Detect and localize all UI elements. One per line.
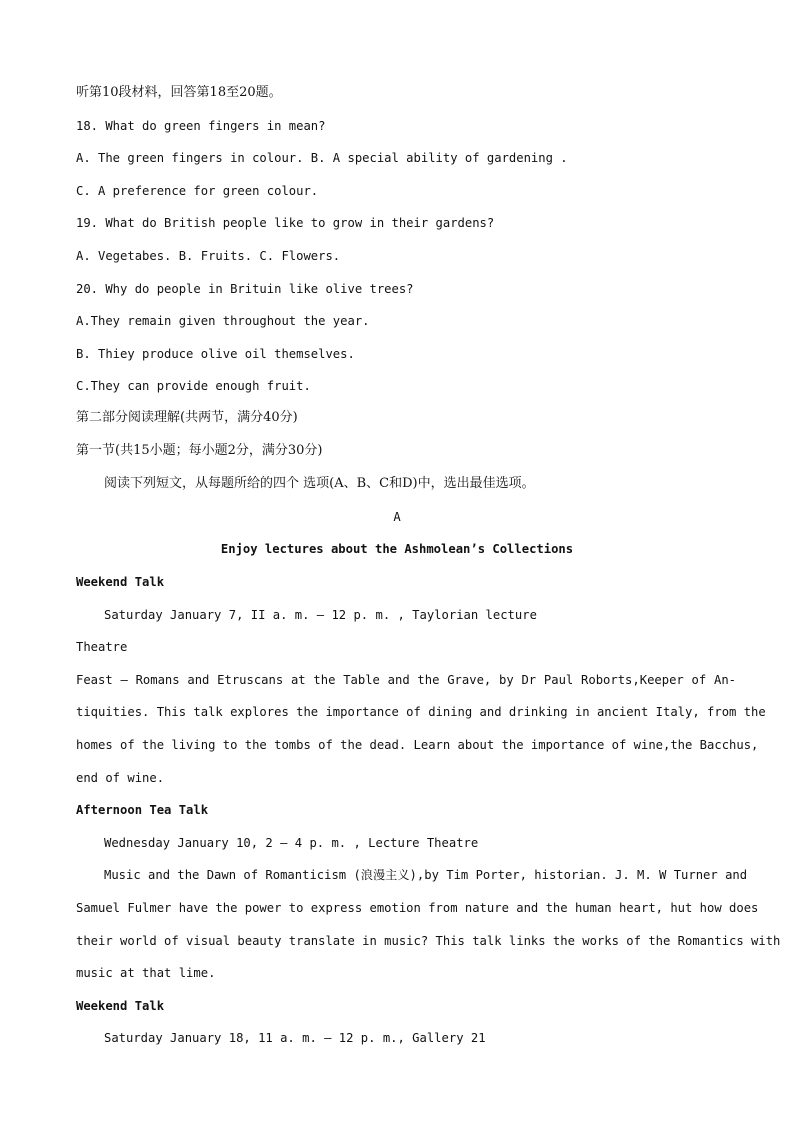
question-20-option-c: C.They can provide enough fruit.: [76, 379, 311, 393]
talk-1-venue: Theatre: [76, 640, 128, 654]
talk-2-body-line: Samuel Fulmer have the power to express emotion from nature and the human heart, hut how does: [76, 901, 759, 915]
question-20-option-b: B. Thiey produce olive oil themselves.: [76, 347, 355, 361]
question-18: 18. What do green fingers in mean?: [76, 119, 326, 133]
talk-2-body-line: their world of visual beauty translate in music? This talk links the works of the Romantics with: [76, 934, 781, 948]
listening-section-header: 听第10段材料，回答第18至20题。: [76, 85, 282, 100]
talk-1-body-line: homes of the living to the tombs of the dead. Learn about the importance of wine,the Bacchus,: [76, 738, 759, 752]
question-18-option-c: C. A preference for green colour.: [76, 184, 319, 198]
passage-letter: A: [393, 510, 401, 524]
question-19: 19. What do British people like to grow in their gardens?: [76, 216, 495, 230]
reading-section-title: 第一节(共15小题；每小题2分，满分30分): [76, 443, 323, 458]
passage-title: Enjoy lectures about the Ashmolean’s Collections: [220, 542, 574, 556]
talk-1-body-line: end of wine.: [76, 771, 165, 785]
talk-2-body-line: music at that lime.: [76, 966, 216, 980]
talk-3-heading: Weekend Talk: [76, 999, 165, 1013]
question-18-option-ab: A. The green fingers in colour. B. A special ability of gardening .: [76, 151, 568, 165]
talk-1-time: Saturday January 7, II a. m. — 12 p. m. , Taylorian lecture: [104, 608, 537, 622]
question-20-option-a: A.They remain given throughout the year.: [76, 314, 370, 328]
question-20: 20. Why do people in Brituin like olive trees?: [76, 282, 414, 296]
reading-instruction: 阅读下列短文，从每题所给的四个 选项(A、B、C和D)中，选出最佳选项。: [104, 476, 535, 491]
talk-1-body-line: tiquities. This talk explores the importance of dining and drinking in ancient Italy, from the: [76, 705, 766, 719]
talk-1-heading: Weekend Talk: [76, 575, 165, 589]
talk-1-body-line: Feast — Romans and Etruscans at the Table and the Grave, by Dr Paul Roborts,Keeper of An-: [76, 673, 736, 687]
reading-part-title: 第二部分阅读理解(共两节，满分40分): [76, 410, 298, 425]
talk-3-time: Saturday January 18, 11 a. m. — 12 p. m., Gallery 21: [104, 1031, 486, 1045]
talk-2-time: Wednesday January 10, 2 — 4 p. m. , Lecture Theatre: [104, 836, 479, 850]
talk-2-heading: Afternoon Tea Talk: [76, 803, 209, 817]
talk-2-body-line: Music and the Dawn of Romanticism (浪漫主义),by Tim Porter, historian. J. M. W Turner and: [104, 868, 748, 882]
question-19-options: A. Vegetabes. B. Fruits. C. Flowers.: [76, 249, 341, 263]
